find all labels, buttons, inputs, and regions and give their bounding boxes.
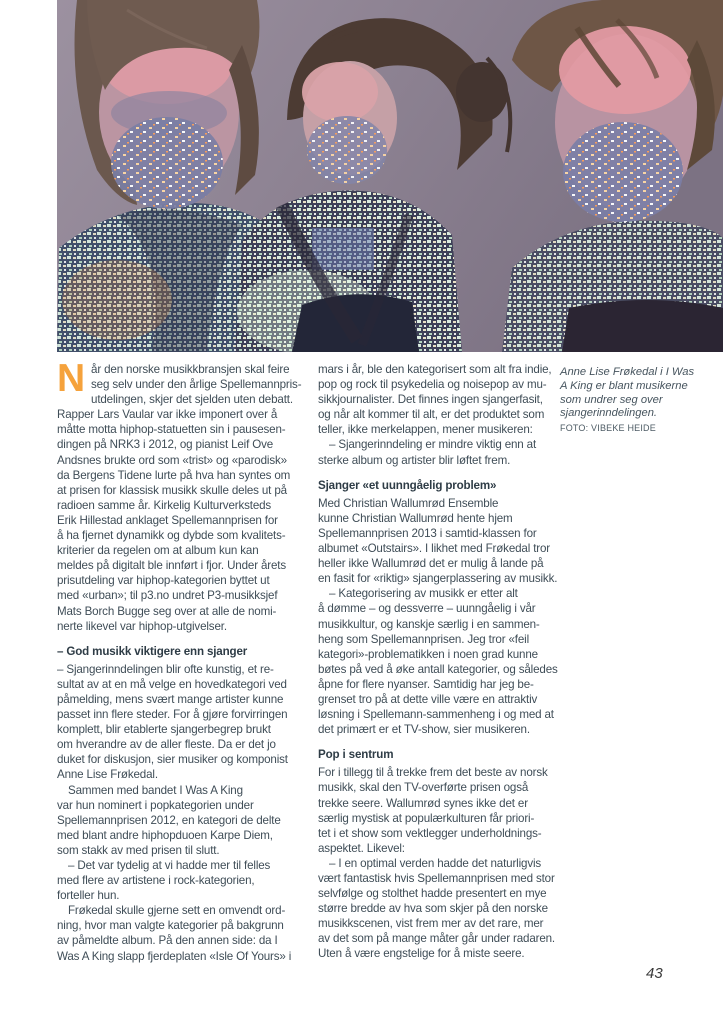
text-line: heller ikke Wallumrød det er mulig å lande på [318, 557, 544, 571]
text-line: nerte likevel var hiphop-utgivelser. [57, 619, 227, 633]
text-line: – Sjangerinndeling er mindre viktig enn at [329, 438, 537, 452]
text-line: albumet «Outstairs». I likhet med Frøkedal tror [318, 542, 550, 556]
text-line: meldes på digitalt ble innført i fjor. Under årets [57, 559, 286, 573]
text-line: mars i år, ble den kategorisert som alt fra indie, [318, 363, 552, 376]
text-line: musikkscenen, vist frem mer av det rare, mer [318, 917, 544, 931]
text-line: ning, hvor man valgte kategorier på bakgrunn [57, 919, 284, 933]
paragraph [57, 783, 297, 858]
text-line: vært fantastisk hvis Spellemannprisen med stor [318, 872, 555, 885]
paragraph [318, 765, 558, 856]
text-line: med blant andre hiphopduoen Karpe Diem, [57, 828, 273, 842]
text-line: tet i et show som vektlegger underholdnings- [318, 826, 542, 840]
text-line: forteller hun. [57, 889, 120, 903]
text-line: Was A King slapp fjerdeplaten «Isle Of Yours» i [57, 949, 292, 963]
text-line: var hun nominert i popkategorien under [57, 798, 254, 812]
text-line: – Det var tydelig at vi hadde mer til felles [68, 859, 271, 872]
text-line: at prisen for klassisk musikk skulle deles ut på [57, 483, 287, 497]
text-line: Mats Borch Bugge seg over at alle de nomi- [57, 604, 277, 618]
article-column-2 [318, 362, 558, 962]
text-line: aspektet. Likevel: [318, 841, 405, 855]
drop-cap: N [57, 357, 86, 400]
text-line: en fasit for «riktig» sjangerplassering av musikk. [318, 572, 558, 586]
text-line: Rapper Lars Vaular var ikke imponert over å [57, 408, 278, 422]
paragraph [318, 856, 558, 962]
text-line: dingen på NRK3 i 2012, og pianist Leif Ove [57, 438, 274, 452]
section-heading: Sjanger «et uunngåelig problem» [318, 478, 497, 492]
caption-line: sjangerinndelingen. [560, 407, 658, 420]
text-line: trekke seere. Wallumrød synes ikke det er [318, 796, 528, 810]
text-line: sterke album og artister blir løftet frem. [318, 453, 511, 467]
text-line: pop og rock til psykedelia og noisepop av mu- [318, 378, 547, 392]
text-line: sultat av at en må velge en hovedkategori ved [57, 677, 287, 691]
text-line: – Kategorisering av musikk er etter alt [329, 587, 518, 601]
text-line: kunne Christian Wallumrød hente hjem [318, 511, 513, 525]
text-line: år den norske musikkbransjen skal feire [91, 363, 290, 376]
text-line: å ha fjernet dynamikk og dybde som kvalitets- [57, 529, 286, 543]
text-line: Frøkedal skulle gjerne sett en omvendt ord- [68, 904, 286, 918]
text-line: med flere av artistene i rock-kategorien, [57, 874, 255, 888]
text-line: som stakk av med prisen til slutt. [57, 843, 220, 857]
section-heading: – God musikk viktigere enn sjanger [57, 644, 248, 658]
paragraph [318, 586, 558, 737]
text-line: sikkjournalister. Det finnes ingen sjangerfasit, [318, 393, 543, 407]
text-line: duket for diskusjon, sier musiker og komponist [57, 753, 288, 767]
article-photo [57, 0, 723, 352]
text-line: Uten å være engstelige for å miste seere. [318, 947, 525, 961]
text-line: kriterier da regelen om at album kun kan [57, 544, 259, 558]
text-line: grenset tro på at dette ville være en attraktiv [318, 692, 538, 706]
text-line: komplett, blir etablerte sjangerbegrep brukt [57, 723, 271, 737]
text-line: måtte motta hiphop-statuetten sin i pausesen- [57, 423, 286, 437]
photo-credit: FOTO: VIBEKE HEIDE [560, 423, 656, 434]
text-line: da Bergens Tidene lurte på hva han syntes om [57, 468, 291, 482]
text-line: Anne Lise Frøkedal. [57, 768, 158, 782]
article-column-1 [57, 357, 302, 964]
text-line: Andsnes brukte ord som «trist» og «parodisk» [57, 453, 287, 467]
text-line: passet inn flere steder. For å gjøre forvirringen [57, 708, 288, 722]
paragraph [318, 437, 558, 467]
text-line: om hverandre av de aller fleste. Da er det jo [57, 738, 276, 752]
text-line: med «urban»; til p3.no undret P3-musikksjef [57, 589, 278, 603]
text-line: Erik Hillestad anklaget Spellemannprisen for [57, 513, 278, 527]
text-line: av det som på mange måter går under radaren. [318, 932, 556, 946]
text-line: musikk, skal den TV-overførte prisen også [318, 781, 529, 795]
text-line: utdelingen, skjer det sjelden uten debatt. [91, 393, 293, 407]
section-heading: Pop i sentrum [318, 748, 394, 762]
caption-line: Anne Lise Frøkedal i I Was [560, 366, 695, 378]
text-line: det primært er et TV-show, sier musikeren. [318, 723, 530, 737]
text-line: seg selv under den årlige Spellemannpris- [91, 378, 302, 392]
paragraph [57, 662, 297, 783]
text-line: løsning i Spellemann-sammenheng i og med at [318, 708, 554, 722]
text-line: selvfølge og stolthet hadde presentert en mye [318, 887, 547, 901]
paragraph [57, 903, 297, 963]
band-photo-illustration [57, 0, 723, 352]
text-line: bøtes på ved å øke antall kategorier, og således [318, 662, 558, 676]
text-line: kategori»-problematikken i noen grad kunne [318, 647, 538, 661]
text-line: musikkultur, og kanskje særlig i en sammen- [318, 617, 540, 631]
photo-caption-text [560, 366, 718, 421]
text-line: påmelding, mens svært mange artister kunne [57, 692, 284, 706]
caption-line: A King er blant musikerne [560, 379, 688, 392]
text-line: heng som Spellemannprisen. Jeg tror «feil [318, 632, 530, 646]
photo-caption [560, 366, 718, 435]
text-line: prisutdeling var hiphop-kategorien byttet ut [57, 574, 270, 588]
caption-line: som undrer seg over [560, 393, 663, 406]
text-line: For i tillegg til å trekke frem det beste av norsk [318, 766, 548, 780]
text-line: åpne for flere nyanser. Samtidig har jeg be- [318, 677, 534, 691]
text-line: – I en optimal verden hadde det naturligvis [329, 856, 542, 870]
paragraph [318, 362, 558, 437]
text-line: teller, ikke merkelappen, mener musikeren: [318, 423, 533, 437]
text-line: radioen samme år. Kirkelig Kulturverksteds [57, 498, 272, 512]
text-line: Sammen med bandet I Was A King [68, 783, 243, 797]
text-line: Spellemannprisen 2012, en kategori de delte [57, 813, 281, 827]
text-line: Med Christian Wallumrød Ensemble [318, 496, 499, 510]
paragraph [57, 357, 302, 634]
text-line: særlig mystisk at populærkulturen får priori- [318, 811, 535, 825]
paragraph [57, 858, 297, 903]
text-line: og når alt kommer til alt, er det produktet som [318, 408, 545, 422]
text-line: – Sjangerinndelingen blir ofte kunstig, et re- [57, 662, 274, 676]
page-number: 43 [646, 965, 663, 982]
text-line: større bredde av hva som skjer på den norske [318, 902, 548, 916]
text-line: Spellemannprisen 2013 i samtid-klassen for [318, 526, 537, 540]
text-line: å dømme – og dessverre – uunngåelig i vår [318, 602, 536, 616]
paragraph [318, 496, 558, 587]
text-line: av påmeldte album. På den annen side: da I [57, 934, 278, 948]
